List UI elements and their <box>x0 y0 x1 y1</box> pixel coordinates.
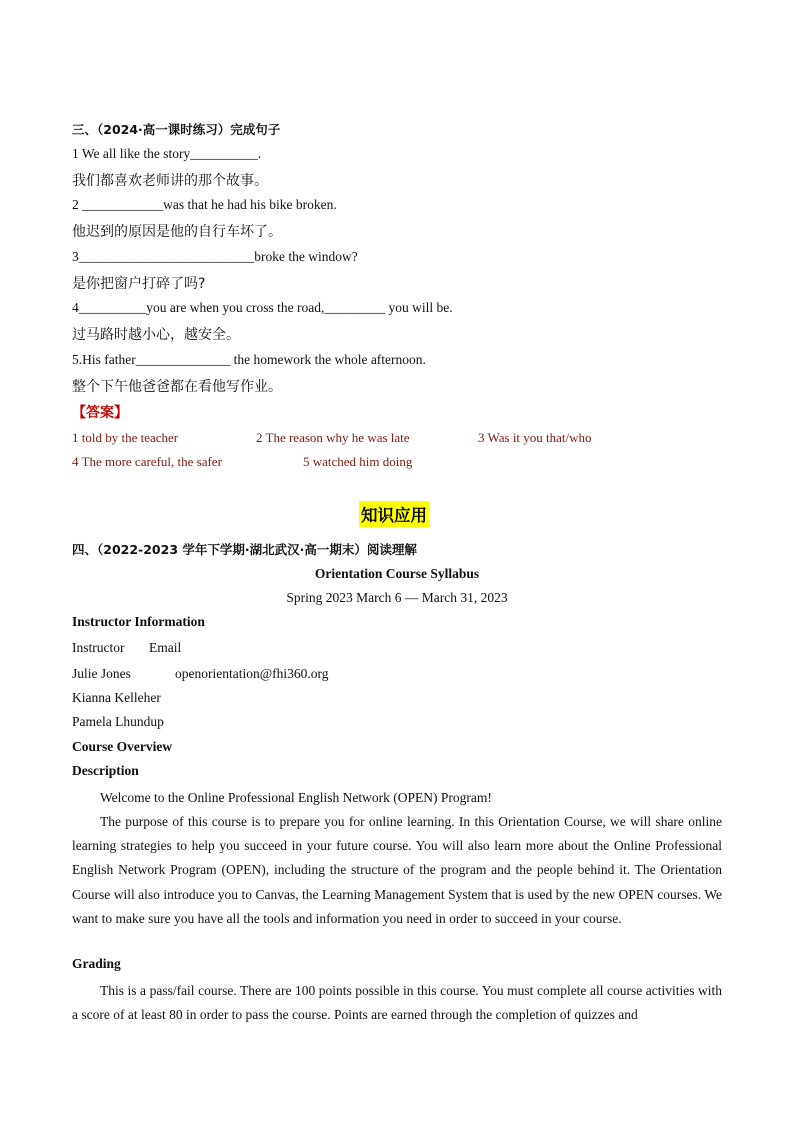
description-heading: Description <box>72 763 139 778</box>
instructor-name: Pamela Lhundup <box>72 714 164 729</box>
purpose-text: The purpose of this course is to prepare you for online learning. In this Orientation Course, we will share online learning strategies to help you succeed in your future course. You will also learn more about the Online Professional English Network Program (OPEN), including the structure of the program and the people behind it. The Orientation Course will also introduce you to Canvas, the Learning Management System that is used by the new OPEN courses. We want to make sure you have all the tools and information you need in order to succeed in your course. <box>72 814 722 926</box>
email-column-header: Email <box>149 640 182 655</box>
instructor-name: Julie Jones <box>72 666 131 681</box>
grading-heading: Grading <box>72 956 121 971</box>
instructor-email: openorientation@fhi360.org <box>175 666 329 681</box>
instructor-info-heading: Instructor Information <box>72 614 205 629</box>
answer-3: 3 Was it you that/who <box>478 430 592 445</box>
exercise-3-chinese: 是你把窗户打碎了吗? <box>72 276 206 292</box>
answer-1: 1 told by the teacher <box>72 430 179 445</box>
welcome-paragraph <box>72 786 722 810</box>
answer-5: 5 watched him doing <box>303 454 413 469</box>
instructor-name: Kianna Kelleher <box>72 690 161 705</box>
purpose-paragraph <box>72 810 722 931</box>
section-3-title: 三、（2024·高一课时练习）完成句子 <box>72 122 281 137</box>
exercise-2-english: 2 ____________was that he had his bike broken. <box>72 197 337 212</box>
welcome-text: Welcome to the Online Professional English Network (OPEN) Program! <box>100 790 492 805</box>
exercise-2-chinese: 他迟到的原因是他的自行车坏了。 <box>72 224 282 240</box>
syllabus-title: Orientation Course Syllabus <box>314 566 480 581</box>
exercise-5-english: 5.His father______________ the homework the whole afternoon. <box>72 352 426 367</box>
section-4-title: 四、（2022-2023 学年下学期·湖北武汉·高一期末）阅读理解 <box>72 542 417 557</box>
exercise-4-english: 4__________you are when you cross the road,_________ you will be. <box>72 300 453 315</box>
knowledge-application-heading: 知识应用 <box>359 501 429 527</box>
syllabus-dates: Spring 2023 March 6 — March 31, 2023 <box>286 590 508 605</box>
instructor-column-header: Instructor <box>72 640 125 655</box>
answer-2: 2 The reason why he was late <box>256 430 410 445</box>
exercise-3-english: 3__________________________broke the window? <box>72 249 358 264</box>
exercise-1-english: 1 We all like the story__________. <box>72 146 262 161</box>
exercise-5-chinese: 整个下午他爸爸都在看他写作业。 <box>72 379 282 395</box>
grading-text: This is a pass/fail course. There are 100 points possible in this course. You must complete all course activities with a score of at least 80 in order to pass the course. Points are earned through the completion of quizzes and <box>72 983 722 1023</box>
answer-label: 【答案】 <box>72 405 128 421</box>
exercise-1-chinese: 我们都喜欢老师讲的那个故事。 <box>72 173 268 189</box>
course-overview-heading: Course Overview <box>72 739 173 754</box>
answer-4: 4 The more careful, the safer <box>72 454 222 469</box>
grading-paragraph <box>72 979 722 1027</box>
exercise-4-chinese: 过马路时越小心，越安全。 <box>72 327 240 343</box>
